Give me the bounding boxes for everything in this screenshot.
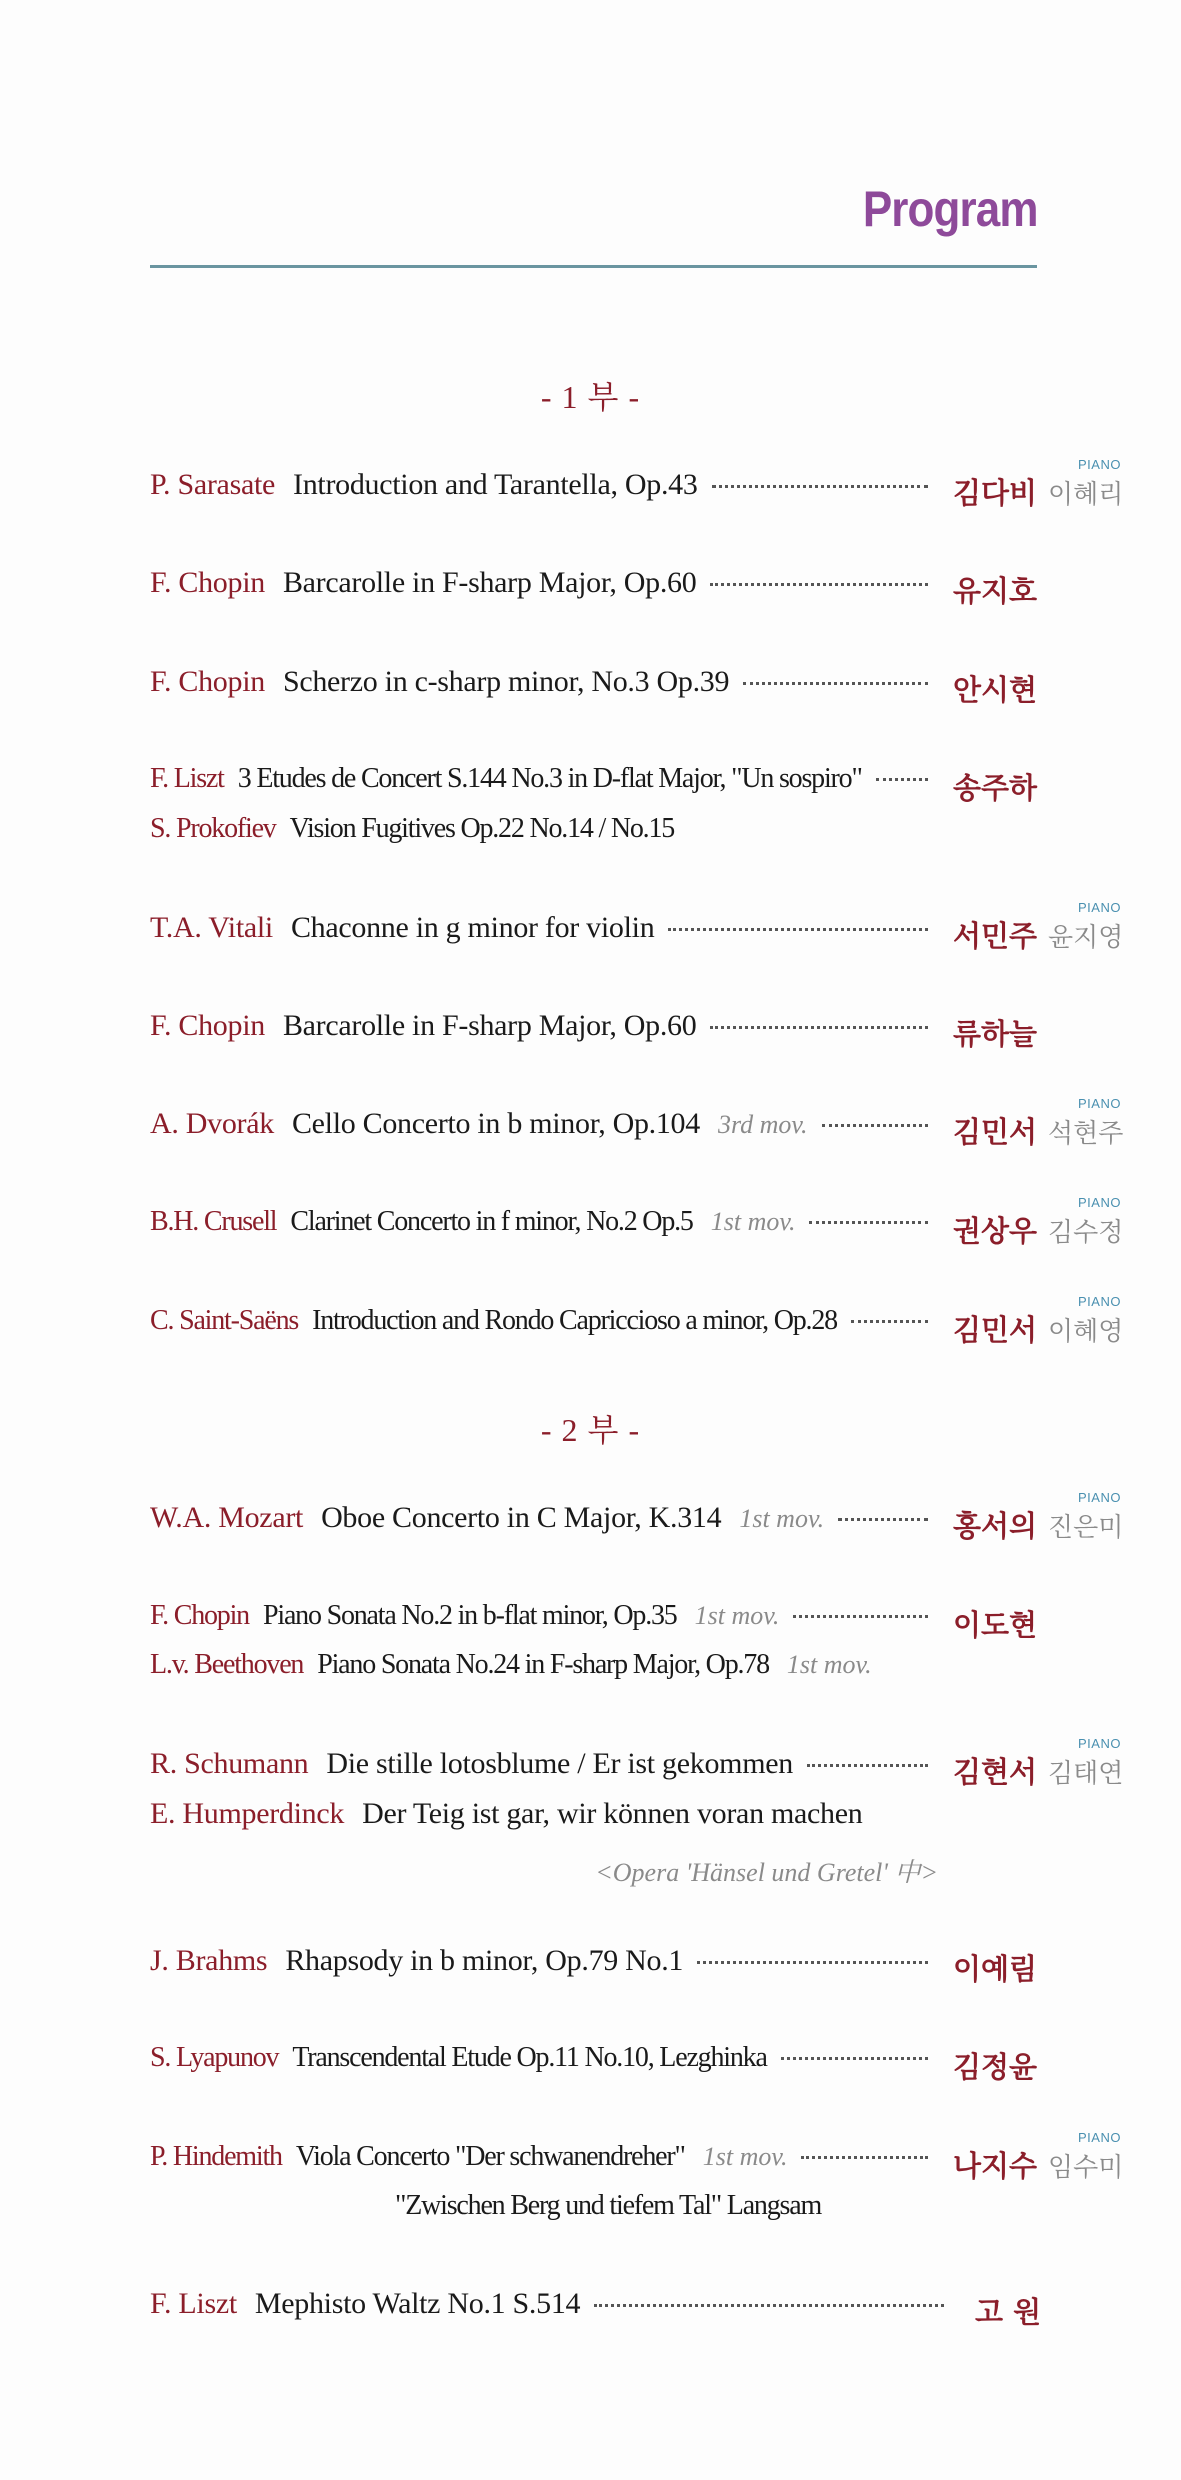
title-divider [150, 265, 1037, 268]
section-heading-part2: - 2 부 - [540, 1412, 641, 1448]
performer-name: 홍서의 [953, 1509, 1038, 1543]
pianist-name: 김태연 [1048, 1759, 1124, 1789]
work-title: Transcendental Etude Op.11 No.10, Lezghinka [292, 2042, 767, 2073]
performer-name: 권상우 [953, 1214, 1038, 1248]
opera-note: <Opera 'Hänsel und Gretel' 中> [595, 1858, 938, 1887]
composer-name: A. Dvorák [150, 1107, 274, 1140]
composer-name: P. Hindemith [150, 2141, 282, 2172]
pianist-name: 석현주 [1048, 1119, 1124, 1149]
performer-name: 김민서 [953, 1313, 1038, 1347]
piano-label: PIANO [1078, 900, 1121, 915]
dot-leader [710, 583, 928, 586]
program-item [150, 566, 938, 612]
work-title: Cello Concerto in b minor, Op.104 [291, 1107, 700, 1140]
program-item [150, 2287, 954, 2333]
dot-leader [668, 928, 928, 931]
performer-name: 나지수 [953, 2149, 1038, 2183]
piano-label: PIANO [1078, 1490, 1121, 1505]
piano-label: PIANO [1078, 457, 1121, 472]
work-title: Der Teig ist gar, wir können voran machen [362, 1797, 863, 1830]
performer-name: 김정윤 [953, 2050, 1038, 2084]
composer-name: T.A. Vitali [150, 911, 273, 944]
pianist-name: 김수정 [1048, 1218, 1124, 1248]
page-title: Program [863, 181, 1038, 237]
section-heading-part1: - 1 부 - [540, 379, 641, 415]
pianist-name: 진은미 [1048, 1513, 1124, 1543]
composer-name: C. Saint-Saëns [150, 1305, 299, 1336]
program-item [150, 1944, 938, 1990]
movement-label: 1st mov. [694, 1601, 780, 1630]
program-item-extra [150, 1797, 938, 1843]
composer-name: F. Chopin [150, 665, 265, 698]
composer-name: F. Liszt [150, 2287, 237, 2320]
work-title: Die stille lotosblume / Er ist gekommen [326, 1747, 793, 1780]
performer-name: 유지호 [953, 574, 1038, 608]
program-item-extra [150, 813, 938, 859]
composer-name: E. Humperdinck [150, 1797, 345, 1830]
work-title: Mephisto Waltz No.1 S.514 [254, 2287, 581, 2320]
work-title: Oboe Concerto in C Major, K.314 [321, 1501, 722, 1534]
program-item [150, 1206, 938, 1252]
work-title: Piano Sonata No.2 in b-flat minor, Op.35 [263, 1600, 677, 1631]
pianist-name: 윤지영 [1048, 923, 1124, 953]
program-item [150, 1009, 938, 1055]
performer-name: 고 원 [975, 2295, 1042, 2329]
composer-name: S. Prokofiev [150, 813, 276, 844]
work-title: Clarinet Concerto in f minor, No.2 Op.5 [290, 1206, 693, 1237]
work-title: Viola Concerto "Der schwanendreher" [295, 2141, 685, 2172]
program-item [150, 1600, 938, 1646]
composer-name: F. Chopin [150, 566, 265, 599]
dot-leader [781, 2057, 928, 2060]
program-item [150, 665, 938, 711]
piano-label: PIANO [1078, 1736, 1121, 1751]
program-item-extra [150, 1649, 1050, 1695]
work-title: Scherzo in c-sharp minor, No.3 Op.39 [282, 665, 730, 698]
work-title: 3 Etudes de Concert S.144 No.3 in D-flat Major, "Un sospiro" [237, 763, 862, 794]
program-item [150, 2141, 938, 2187]
work-title: Chaconne in g minor for violin [290, 911, 655, 944]
pianist-name: 임수미 [1048, 2153, 1124, 2183]
dot-leader [801, 2156, 928, 2159]
work-title: Barcarolle in F-sharp Major, Op.60 [282, 566, 697, 599]
work-title: Introduction and Rondo Capriccioso a minor, Op.28 [312, 1305, 837, 1336]
piano-label: PIANO [1078, 1195, 1121, 1210]
dot-leader [743, 682, 928, 685]
composer-name: F. Chopin [150, 1600, 249, 1631]
performer-name: 류하늘 [953, 1017, 1038, 1051]
piano-label: PIANO [1078, 2130, 1121, 2145]
movement-label: 1st mov. [702, 2142, 788, 2171]
dot-leader [876, 778, 928, 781]
program-item [150, 468, 938, 514]
dot-leader [822, 1124, 928, 1127]
performer-name: 서민주 [953, 919, 1038, 953]
dot-leader [793, 1615, 928, 1618]
performer-name: 안시현 [953, 673, 1038, 707]
program-item [150, 911, 938, 957]
pianist-name: 이혜리 [1048, 480, 1124, 510]
piano-label: PIANO [1078, 1096, 1121, 1111]
dot-leader [807, 1764, 928, 1767]
work-title: Piano Sonata No.24 in F-sharp Major, Op.78 [317, 1649, 769, 1680]
movement-label: 3rd mov. [717, 1110, 808, 1139]
composer-name: W.A. Mozart [150, 1501, 304, 1534]
composer-name: P. Sarasate [150, 468, 276, 501]
work-title: Rhapsody in b minor, Op.79 No.1 [285, 1944, 684, 1977]
performer-name: 이도현 [953, 1608, 1038, 1642]
composer-name: R. Schumann [150, 1747, 309, 1780]
dot-leader [594, 2304, 944, 2307]
program-item [150, 1107, 938, 1153]
performer-name: 이예림 [953, 1952, 1038, 1986]
dot-leader [851, 1320, 928, 1323]
performer-name: 김현서 [953, 1755, 1038, 1789]
pianist-name: 이혜영 [1048, 1317, 1124, 1347]
composer-name: F. Chopin [150, 1009, 265, 1042]
movement-label: 1st mov. [786, 1650, 872, 1679]
program-item [150, 1305, 938, 1351]
composer-name: S. Lyapunov [150, 2042, 279, 2073]
program-item [150, 1501, 938, 1547]
composer-name: J. Brahms [150, 1944, 268, 1977]
composer-name: L.v. Beethoven [150, 1649, 304, 1680]
performer-name: 송주하 [953, 771, 1038, 805]
dot-leader [838, 1518, 928, 1521]
work-title: Introduction and Tarantella, Op.43 [293, 468, 698, 501]
work-continuation: "Zwischen Berg und tiefem Tal" Langsam [395, 2190, 822, 2221]
movement-label: 1st mov. [739, 1504, 825, 1533]
performer-name: 김다비 [953, 476, 1038, 510]
program-item [150, 763, 938, 809]
dot-leader [710, 1026, 928, 1029]
piano-label: PIANO [1078, 1294, 1121, 1309]
performer-name: 김민서 [953, 1115, 1038, 1149]
dot-leader [697, 1961, 928, 1964]
composer-name: F. Liszt [150, 763, 224, 794]
dot-leader [809, 1221, 928, 1224]
work-title: Vision Fugitives Op.22 No.14 / No.15 [289, 813, 675, 844]
program-item [150, 1747, 938, 1793]
program-item [150, 2042, 938, 2088]
work-title: Barcarolle in F-sharp Major, Op.60 [282, 1009, 697, 1042]
dot-leader [712, 485, 928, 488]
movement-label: 1st mov. [710, 1207, 796, 1236]
composer-name: B.H. Crusell [150, 1206, 277, 1237]
